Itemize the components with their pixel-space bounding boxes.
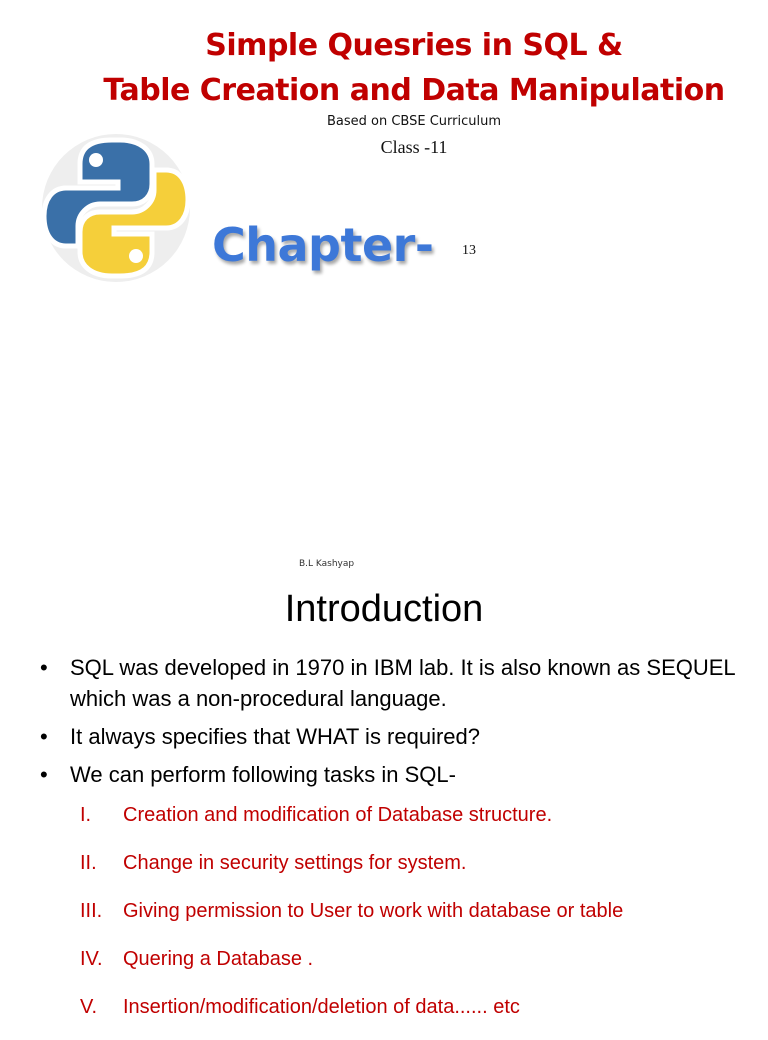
list-item [40,759,760,790]
task-text: Creation and modification of Database structure. [123,804,553,826]
task-number: I. [80,804,92,826]
bullet-marker: • [40,655,48,680]
chapter-label: Chapter- [212,218,434,272]
curriculum-subtitle: Based on CBSE Curriculum [326,114,502,129]
list-item [40,721,760,752]
chapter-number: 13 [462,243,476,258]
task-text: Change in security settings for system. [123,852,467,874]
list-item [80,800,760,848]
task-text: Insertion/modification/deletion of data...... etc [123,996,520,1018]
bullet-list [40,652,760,797]
list-item [80,848,760,896]
task-number: V. [80,996,98,1018]
bullet-marker: • [40,724,48,749]
task-text: Giving permission to User to work with database or table [123,900,624,922]
title-line-1: Simple Quesries in SQL & [205,28,623,63]
task-list [80,800,760,1040]
slide-title: Introduction [284,588,484,630]
task-number: IV. [80,948,103,970]
bullet-text: We can perform following tasks in SQL- [70,762,456,787]
bullet-text: It always specifies that WHAT is required? [70,724,481,749]
introduction-slide [0,580,768,1024]
task-number: II. [80,852,97,874]
author-name: B.L Kashyap [299,559,355,569]
bullet-marker: • [40,762,48,787]
title-line-2: Table Creation and Data Manipulation [103,73,725,108]
list-item [40,652,760,714]
task-number: III. [80,900,103,922]
task-text: Quering a Database . [123,948,314,970]
list-item [80,944,760,992]
list-item [80,992,760,1040]
bullet-text: SQL was developed in 1970 in IBM lab. It is also known as SEQUEL which was a non-procedural language. [70,655,735,711]
list-item [80,896,760,944]
class-label: Class -11 [380,137,448,157]
python-logo-icon [36,130,196,285]
